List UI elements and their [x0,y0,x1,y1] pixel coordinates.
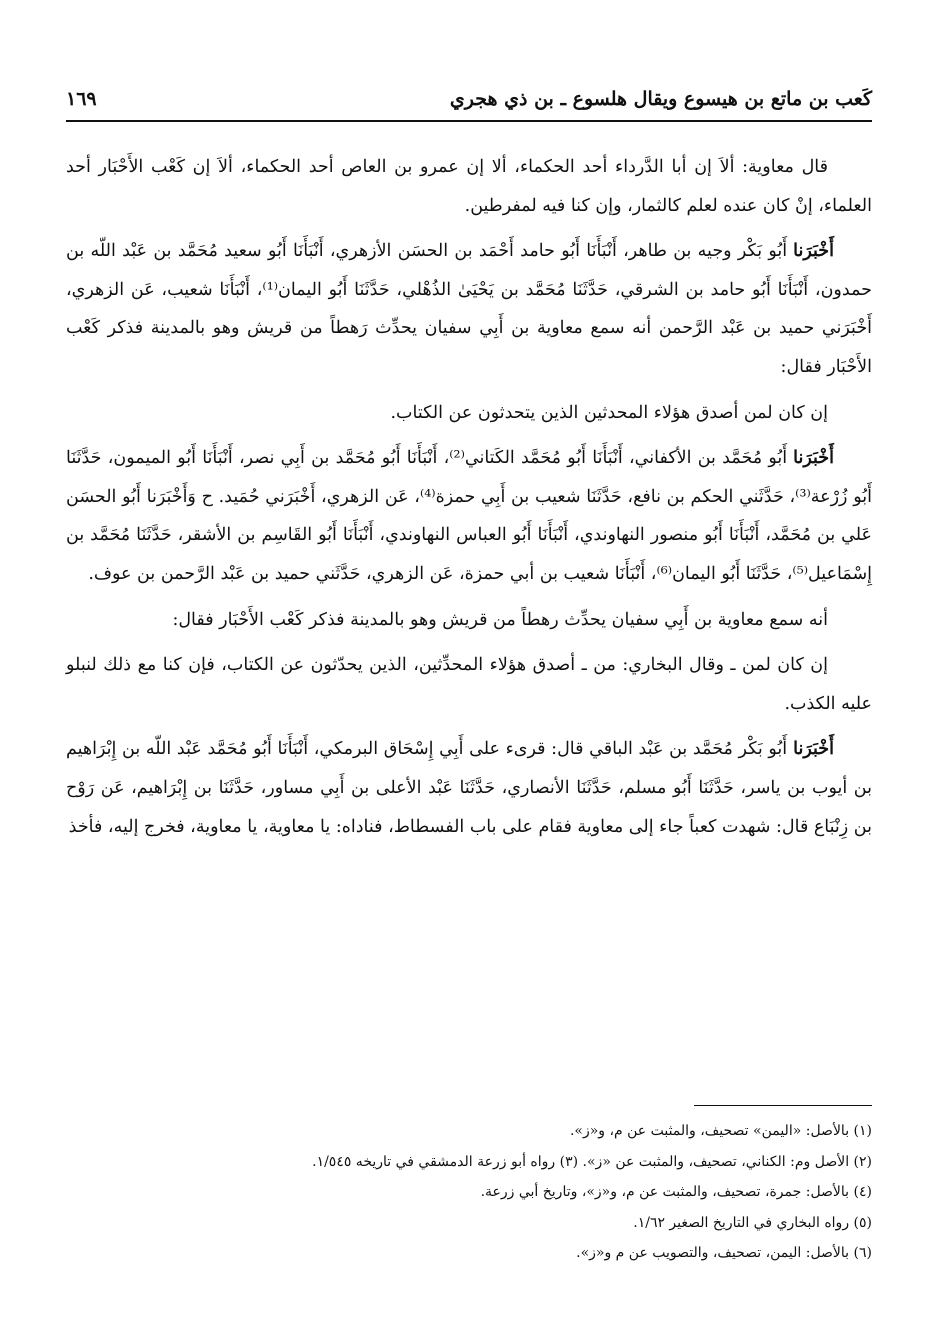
paragraph-matn-3 [66,646,872,723]
running-title: كَعب بن ماتع بن هيسوع ويقال هلسوع ـ بن ذي هجري [449,88,872,110]
paragraph-text: إن كان لمن أصدق هؤلاء المحدثين الذين يتحدثون عن الكتاب. [390,402,828,423]
footnote-1: (١) بالأصل: «اليمن» تصحيف، والمثبت عن م، و«ز». [569,1123,872,1139]
footnotes [66,1116,872,1269]
page-number: ١٦٩ [66,88,97,110]
paragraph-isnad-2 [66,439,872,593]
paragraph-lead: أَخْبَرَنا [793,241,834,262]
footnote-divider [694,1105,872,1106]
paragraph-lead: أَخْبَرَنا [793,739,834,760]
paragraph-text: أنه سمع معاوية بن أَبِي سفيان يحدِّث رهطاً من قريش وهو بالمدينة فذكر كَعْب الأَحْبَار فقال: [172,609,828,630]
footnote-4: (٤) بالأصل: جمرة، تصحيف، والمثبت عن م، و«ز»، وتاريخ أبي زرعة. [480,1184,872,1200]
paragraph-matn-2 [66,601,872,640]
paragraph-text: إن كان لمن ـ وقال البخاري: من ـ أصدق هؤلاء المحدِّثين، الذين يحدّثون عن الكتاب، فإن كنا مع ذلك لنبلو عليه الكذب. [66,655,872,714]
paragraph-isnad-3 [66,730,872,846]
paragraph-text: قال معاوية: ألاَ إن أبا الدَّرداء أحد الحكماء، ألا إن عمرو بن العاص أحد الحكماء، ألاَ إن كَعْب الأَحْبَار أحد العلماء، إنْ كان عنده لعلم كالثمار، وإن كنا فيه لمفرطين. [66,157,872,216]
footnote-6: (٦) بالأصل: اليمن، تصحيف، والتصويب عن م و«ز». [576,1245,872,1261]
paragraph-text: أَبُو مُحَمَّد بن الأكفاني، أَنْبَأَنَا أَبُو مُحَمَّد الكَتاني⁽²⁾، أَنْبَأَنَا أَبُو مُحَمَّد بن أَبِي نصر، أَنْبَأَنَا أَبُو الميمون، حَدَّثَنَا أَبُو زُرْعة⁽³⁾، حَدَّثَني الحكم بن نافع، حَدَّثَنَا شعيب بن أَبِي حمزة⁽⁴⁾، عَن الزهري، أَخْبَرَني حُمَيد. ح وَأَخْبَرَنا أَبُو الحسَن عَلي بن مُحَمَّد، أَنْبَأَنَا أَبُو منصور النهاوندي، أَنْبَأَنَا أَبُو العباس النهاوندي، أَنْبَأَنَا أَبُو القَاسِم بن الأشقر، حَدَّثَنَا مُحَمَّد بن إِسْمَاعيل⁽⁵⁾، حَدَّثَنَا أَبُو اليمان⁽⁶⁾، أَنْبَأَنَا شعيب بن أبي حمزة، عَن الزهري، حَدَّثَني حميد بن عَبْد الرَّحمن بن عوف. [66,448,872,584]
running-header [66,80,872,122]
paragraph-lead: أَخْبَرَنا [793,448,834,469]
paragraph-text: أَبُو بَكْر مُحَمَّد بن عَبْد الباقي قال: قرىء على أَبِي إِسْحَاق البرمكي، أَنْبَأَنَا أَبُو مُحَمَّد عَبْد اللّه بن إِبْرَاهيم بن أيوب بن ياسر، حَدَّثَنَا أَبُو مسلم، حَدَّثَنَا الأنصاري، حَدَّثَنَا عَبْد الأعلى بن أَبِي مساور، حَدَّثَنَا بن إِبْرَاهيم، عَن رَوْح بن زِنْبَاع قال: شهدت كعباً جاء إلى معاوية فقام على باب الفسطاط، فناداه: يا معاوية، يا معاوية، فخرج إليه، فأخذ [66,739,872,837]
paragraph-matn-1 [66,394,872,433]
paragraph-isnad-1 [66,232,872,386]
paragraph-text: أَبُو بَكْر وجيه بن طاهر، أَنْبَأَنَا أَبُو حامد أَحْمَد بن الحسَن الأزهري، أَنْبَأَنَا أَبُو سعيد مُحَمَّد بن عَبْد اللّه بن حمدون، أَنْبَأَنَا أَبُو حامد بن الشرقي، حَدَّثَنَا مُحَمَّد بن يَحْيَىٰ الذُهْلي، حَدَّثَنَا أَبُو اليمان⁽¹⁾، أَنْبَأَنَا شعيب، عَن الزهري، أَخْبَرَني حميد بن عَبْد الرَّحمن أنه سمع معاوية بن أَبِي سفيان يحدِّث رَهطاً من قريش وهو بالمدينة فذكر كَعْب الأَحْبَار فقال: [66,241,873,377]
main-text [66,148,872,853]
footnote-2-3: (٢) الأصل وم: الكناني، تصحيف، والمثبت عن «ز». (٣) رواه أبو زرعة الدمشقي في تاريخه ١/٥٤٥. [312,1153,872,1170]
paragraph-muawiya-saying [66,148,872,225]
footnote-5: (٥) رواه البخاري في التاريخ الصغير ١/٦٢. [633,1214,872,1231]
